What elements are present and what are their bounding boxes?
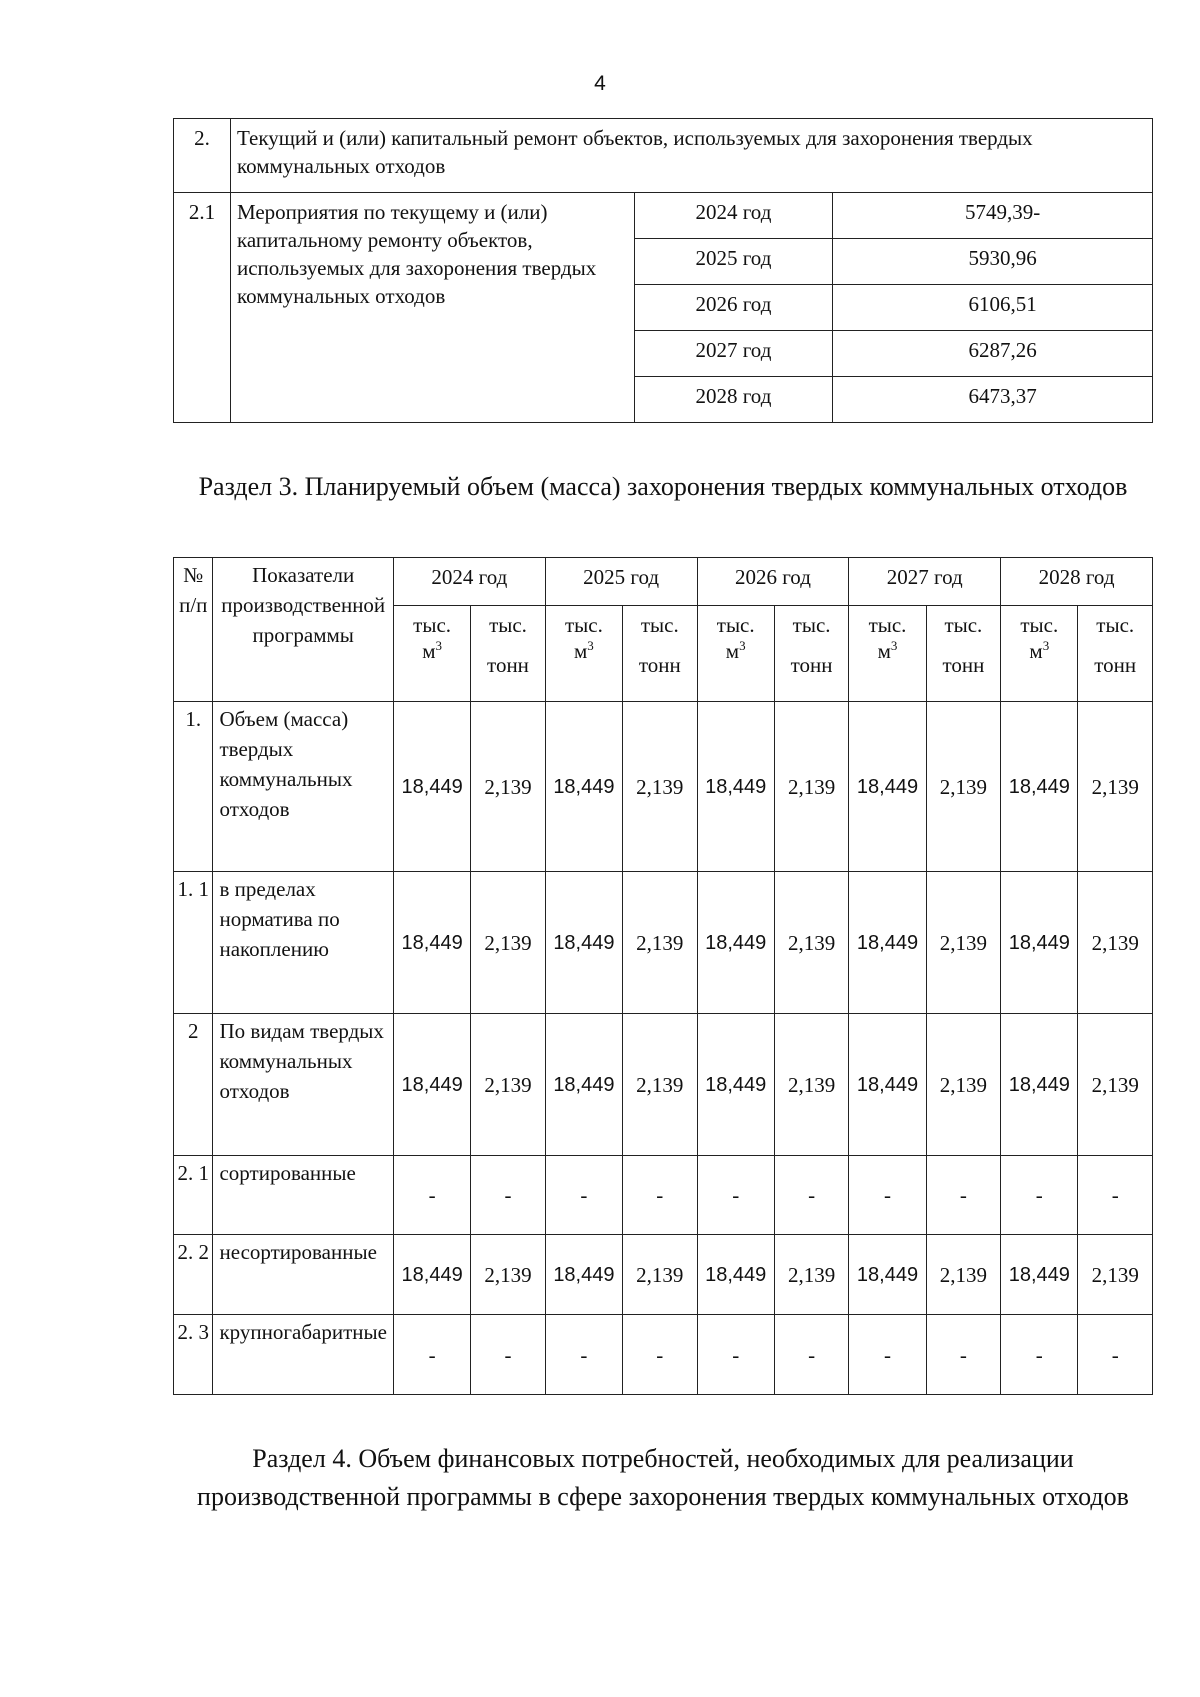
value-cell: 5749,39-	[833, 193, 1153, 239]
header-row	[174, 558, 1153, 606]
unit-m3-header: тыс. $м^3$	[1001, 606, 1078, 702]
subsection-title: Мероприятия по текущему и (или) капитальному ремонту объектов, используемых для захоронения твердых коммунальных отходов	[230, 193, 634, 423]
value-cell: 6473,37	[833, 377, 1153, 423]
row-indicator: сортированные	[213, 1156, 393, 1235]
value-tonn-cell: 2,139	[926, 702, 1000, 872]
year-header: 2025 год	[545, 558, 697, 606]
value-tonn-cell: 2,139	[471, 702, 545, 872]
col-number-header: № п/п	[174, 558, 213, 702]
value-m3-cell: -	[1001, 1315, 1078, 1395]
value-m3-cell: 18,449	[545, 1014, 622, 1156]
section-3-title: Раздел 3. Планируемый объем (масса) захоронения твердых коммунальных отходов	[198, 472, 1128, 501]
value-m3-cell: -	[849, 1156, 926, 1235]
value-m3-cell: 18,449	[697, 1235, 774, 1315]
value-m3-cell: 18,449	[697, 1014, 774, 1156]
row-indicator: По видам твердых коммунальных отходов	[213, 1014, 393, 1156]
value-tonn-cell: 2,139	[926, 872, 1000, 1014]
unit-tonn-header: тыс. тонн	[1078, 606, 1153, 702]
value-m3-cell: 18,449	[697, 702, 774, 872]
value-m3-cell: 18,449	[393, 1014, 470, 1156]
table-row	[174, 1014, 1153, 1156]
table-row	[174, 702, 1153, 872]
value-tonn-cell: 2,139	[471, 1235, 545, 1315]
value-tonn-cell: 2,139	[471, 1014, 545, 1156]
year-header: 2028 год	[1001, 558, 1153, 606]
unit-m3-header: тыс. $м^3$	[393, 606, 470, 702]
value-m3-cell: 18,449	[849, 872, 926, 1014]
value-m3-cell: 18,449	[849, 1014, 926, 1156]
table-row	[174, 1156, 1153, 1235]
value-tonn-cell: 2,139	[774, 1014, 848, 1156]
value-tonn-cell: 2,139	[774, 872, 848, 1014]
row-number: 1.	[174, 702, 213, 872]
value-tonn-cell: 2,139	[623, 1014, 697, 1156]
value-m3-cell: -	[697, 1315, 774, 1395]
row-number: 2. 2	[174, 1235, 213, 1315]
value-tonn-cell: -	[471, 1315, 545, 1395]
value-m3-cell: 18,449	[545, 702, 622, 872]
value-m3-cell: 18,449	[849, 702, 926, 872]
repair-table	[173, 118, 1153, 423]
value-tonn-cell: 2,139	[623, 872, 697, 1014]
table-row	[174, 193, 1153, 239]
unit-m3-header: тыс. $м^3$	[697, 606, 774, 702]
row-number: 2	[174, 1014, 213, 1156]
table-row	[174, 872, 1153, 1014]
value-tonn-cell: -	[1078, 1156, 1153, 1235]
value-tonn-cell: 2,139	[1078, 702, 1153, 872]
unit-tonn-header: тыс. тонн	[774, 606, 848, 702]
value-m3-cell: 18,449	[1001, 1014, 1078, 1156]
value-m3-cell: 18,449	[1001, 1235, 1078, 1315]
unit-tonn-header: тыс. тонн	[926, 606, 1000, 702]
row-indicator: в пределах норматива по накоплению	[213, 872, 393, 1014]
value-m3-cell: 18,449	[393, 872, 470, 1014]
value-cell: 6106,51	[833, 285, 1153, 331]
value-m3-cell: -	[1001, 1156, 1078, 1235]
row-indicator: Объем (масса) твердых коммунальных отходов	[213, 702, 393, 872]
value-cell: 5930,96	[833, 239, 1153, 285]
value-tonn-cell: 2,139	[1078, 1235, 1153, 1315]
value-m3-cell: 18,449	[849, 1235, 926, 1315]
value-m3-cell: 18,449	[393, 702, 470, 872]
section-4-title: Раздел 4. Объем финансовых потребностей, необходимых для реализации производственной программы в сфере захоронения твердых коммунальных отходов	[197, 1444, 1129, 1511]
unit-m3-header: тыс. $м^3$	[849, 606, 926, 702]
value-m3-cell: -	[545, 1156, 622, 1235]
value-tonn-cell: -	[926, 1315, 1000, 1395]
row-number: 1. 1	[174, 872, 213, 1014]
table-row	[174, 1315, 1153, 1395]
row-number: 2. 3	[174, 1315, 213, 1395]
value-m3-cell: 18,449	[545, 1235, 622, 1315]
year-cell: 2027 год	[634, 331, 833, 377]
value-m3-cell: -	[849, 1315, 926, 1395]
value-m3-cell: 18,449	[697, 872, 774, 1014]
value-tonn-cell: 2,139	[774, 702, 848, 872]
value-m3-cell: -	[697, 1156, 774, 1235]
value-tonn-cell: -	[774, 1156, 848, 1235]
subsection-number: 2.1	[174, 193, 231, 423]
value-tonn-cell: 2,139	[1078, 872, 1153, 1014]
unit-m3-header: тыс. $м^3$	[545, 606, 622, 702]
value-m3-cell: 18,449	[393, 1235, 470, 1315]
year-header: 2026 год	[697, 558, 849, 606]
value-tonn-cell: 2,139	[623, 1235, 697, 1315]
value-m3-cell: -	[393, 1315, 470, 1395]
value-m3-cell: 18,449	[545, 872, 622, 1014]
value-tonn-cell: -	[623, 1156, 697, 1235]
value-tonn-cell: -	[926, 1156, 1000, 1235]
value-m3-cell: 18,449	[1001, 702, 1078, 872]
year-header: 2024 год	[393, 558, 545, 606]
col-indicator-header: Показатели производственной программы	[213, 558, 393, 702]
waste-volume-table	[173, 557, 1153, 1395]
value-tonn-cell: 2,139	[926, 1235, 1000, 1315]
value-m3-cell: -	[393, 1156, 470, 1235]
year-cell: 2025 год	[634, 239, 833, 285]
value-tonn-cell: 2,139	[471, 872, 545, 1014]
row-number: 2. 1	[174, 1156, 213, 1235]
page-number: 4	[594, 72, 606, 95]
value-tonn-cell: 2,139	[1078, 1014, 1153, 1156]
year-cell: 2028 год	[634, 377, 833, 423]
unit-tonn-header: тыс. тонн	[471, 606, 545, 702]
section-number: 2.	[174, 119, 231, 193]
table-row	[174, 1235, 1153, 1315]
value-tonn-cell: 2,139	[623, 702, 697, 872]
value-cell: 6287,26	[833, 331, 1153, 377]
value-tonn-cell: -	[1078, 1315, 1153, 1395]
section-title: Текущий и (или) капитальный ремонт объектов, используемых для захоронения твердых коммунальных отходов	[230, 119, 1152, 193]
year-cell: 2024 год	[634, 193, 833, 239]
value-m3-cell: 18,449	[1001, 872, 1078, 1014]
value-tonn-cell: 2,139	[926, 1014, 1000, 1156]
value-tonn-cell: -	[623, 1315, 697, 1395]
row-indicator: несортированные	[213, 1235, 393, 1315]
value-tonn-cell: 2,139	[774, 1235, 848, 1315]
value-m3-cell: -	[545, 1315, 622, 1395]
value-tonn-cell: -	[471, 1156, 545, 1235]
row-indicator: крупногабаритные	[213, 1315, 393, 1395]
unit-tonn-header: тыс. тонн	[623, 606, 697, 702]
value-tonn-cell: -	[774, 1315, 848, 1395]
table-row	[174, 119, 1153, 193]
year-cell: 2026 год	[634, 285, 833, 331]
year-header: 2027 год	[849, 558, 1001, 606]
